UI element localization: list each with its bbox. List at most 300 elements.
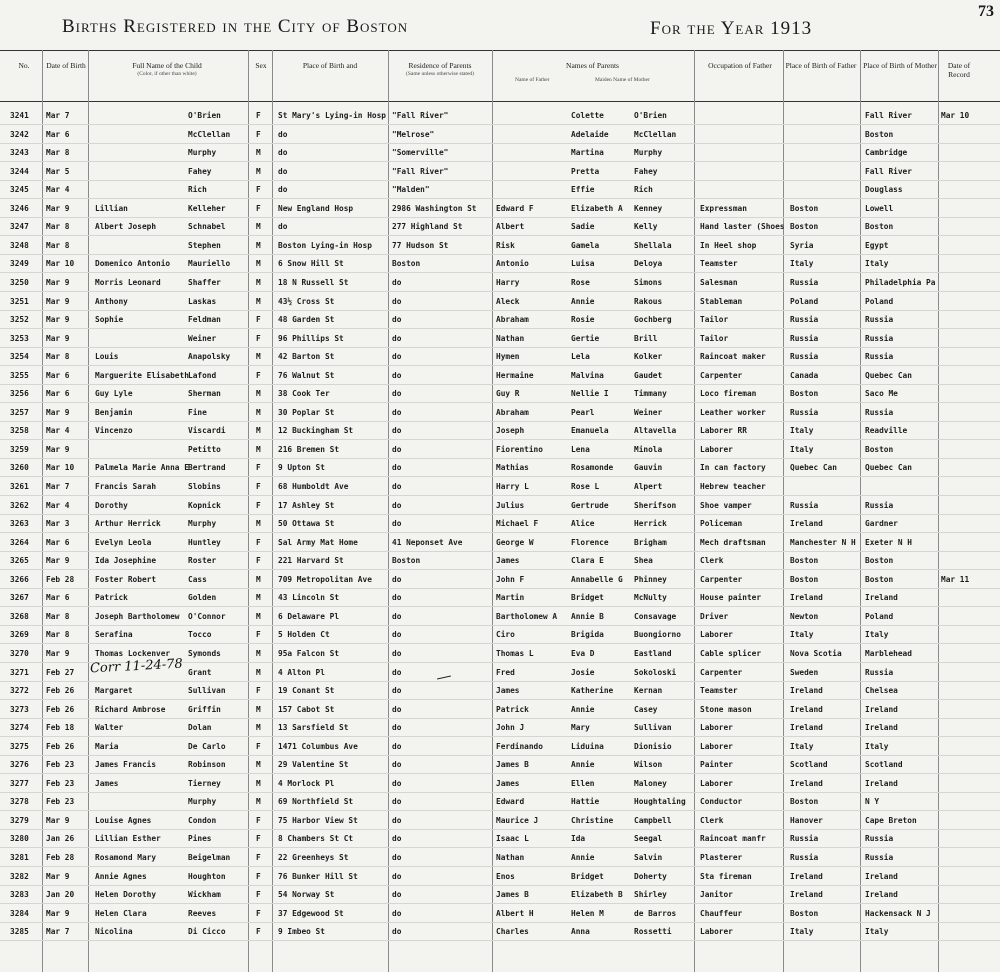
col-record: Date of Record xyxy=(947,61,971,79)
parents-residence: "Fall River" xyxy=(392,111,449,120)
row-rule xyxy=(0,885,1000,886)
father-name: John F xyxy=(496,574,525,584)
child-surname: Rich xyxy=(188,185,207,195)
mother-given-name: Rosamonde xyxy=(571,463,614,473)
mother-maiden-name: Sullivan xyxy=(634,723,672,733)
father-occupation: Cable splicer xyxy=(700,648,762,658)
birth-date: Mar 6 xyxy=(46,129,70,139)
parents-residence: do xyxy=(392,482,402,491)
child-sex: M xyxy=(256,648,261,658)
col-residence-label: Residence of Parents xyxy=(408,61,472,70)
place-of-birth: 68 Humboldt Ave xyxy=(278,482,349,491)
child-given-name: Marguerite Elisabeth xyxy=(95,370,189,380)
child-surname: Grant xyxy=(188,667,212,677)
father-name: James B xyxy=(496,760,529,770)
child-given-name: Guy Lyle xyxy=(95,389,133,399)
row-rule xyxy=(0,681,1000,682)
child-given-name: Palmela Marie Anna E xyxy=(95,463,189,473)
mother-maiden-name: Minola xyxy=(634,444,663,454)
father-birthplace: Boston xyxy=(790,556,819,566)
child-sex: F xyxy=(256,871,261,881)
birth-date: Mar 6 xyxy=(46,389,70,399)
place-of-birth: 43 Lincoln St xyxy=(278,593,340,603)
child-surname: Golden xyxy=(188,593,217,603)
mother-maiden-name: McClellan xyxy=(634,129,677,139)
birth-date: Mar 6 xyxy=(46,537,70,547)
row-number: 3248 xyxy=(10,240,29,250)
mother-maiden-name: Salvin xyxy=(634,853,663,862)
child-sex: F xyxy=(256,315,261,325)
child-surname: Murphy xyxy=(188,519,217,529)
mother-birthplace: Russia xyxy=(865,407,894,417)
child-given-name: Joseph Bartholomew xyxy=(95,611,180,621)
column-header-row xyxy=(0,50,1000,102)
place-of-birth: 8 Chambers St Ct xyxy=(278,834,354,844)
mother-given-name: Gertie xyxy=(571,333,600,343)
row-number: 3263 xyxy=(10,519,29,529)
father-birthplace: Ireland xyxy=(790,871,823,881)
row-number: 3262 xyxy=(10,500,29,510)
mother-given-name: Christine xyxy=(571,815,614,825)
father-name: Michael F xyxy=(496,519,539,529)
child-surname: Lafond xyxy=(188,370,217,380)
mother-maiden-name: Wilson xyxy=(634,760,663,770)
mother-birthplace: Gardner xyxy=(865,519,898,529)
father-birthplace: Ireland xyxy=(790,890,823,900)
child-surname: Mauriello xyxy=(188,259,231,269)
parents-residence: Boston xyxy=(392,556,421,566)
child-given-name: Serafina xyxy=(95,630,133,640)
birth-date: Feb 26 xyxy=(46,686,75,696)
father-name: James xyxy=(496,686,520,696)
child-sex: M xyxy=(256,296,261,306)
father-birthplace: Russia xyxy=(790,407,819,417)
child-surname: Feldman xyxy=(188,315,221,325)
father-name: John J xyxy=(496,723,525,733)
place-of-birth: 6 Snow Hill St xyxy=(278,259,344,269)
child-sex: F xyxy=(256,333,261,343)
father-birthplace: Italy xyxy=(790,630,814,640)
mother-given-name: Gertrude xyxy=(571,500,609,510)
row-number: 3280 xyxy=(10,834,29,844)
child-sex: M xyxy=(256,426,261,436)
row-rule xyxy=(0,736,1000,737)
row-rule xyxy=(0,328,1000,329)
child-sex: M xyxy=(256,574,261,584)
birth-date: Mar 9 xyxy=(46,871,70,881)
father-name: Nathan xyxy=(496,333,525,343)
mother-maiden-name: Brill xyxy=(634,333,658,343)
row-number: 3252 xyxy=(10,315,29,325)
father-birthplace: Sweden xyxy=(790,667,819,677)
child-sex: M xyxy=(256,148,261,158)
father-name: Hermaine xyxy=(496,370,534,380)
father-birthplace: Boston xyxy=(790,203,819,213)
place-of-birth: New England Hosp xyxy=(278,203,354,213)
row-number: 3246 xyxy=(10,203,29,213)
child-surname: Fahey xyxy=(188,166,212,176)
birth-date: Mar 8 xyxy=(46,240,70,250)
col-parents-label: Names of Parents xyxy=(566,61,619,70)
mother-birthplace: Boston xyxy=(865,556,894,566)
place-of-birth: 9 Imbeo St xyxy=(278,927,325,937)
row-rule xyxy=(0,551,1000,552)
father-occupation: In can factory xyxy=(700,463,766,473)
parents-residence: do xyxy=(392,519,402,529)
father-birthplace: Canada xyxy=(790,370,819,380)
father-name: Martin xyxy=(496,593,525,603)
row-rule xyxy=(0,143,1000,144)
mother-given-name: Mary xyxy=(571,723,590,733)
record-date: Mar 11 xyxy=(941,574,970,584)
mother-given-name: Luisa xyxy=(571,259,595,269)
child-given-name: James Francis xyxy=(95,760,157,770)
father-name: James B xyxy=(496,890,529,900)
parents-residence: do xyxy=(392,686,402,696)
place-of-birth: do xyxy=(278,222,288,232)
place-of-birth: 96 Phillips St xyxy=(278,333,344,343)
parents-residence: do xyxy=(392,667,402,677)
col-name-note: (Color, if other than white) xyxy=(137,71,197,77)
parents-residence: 77 Hudson St xyxy=(392,240,449,250)
row-number: 3266 xyxy=(10,574,29,584)
father-name: Charles xyxy=(496,927,529,937)
child-surname: Beigelman xyxy=(188,853,231,862)
father-birthplace: Italy xyxy=(790,444,814,454)
mother-maiden-name: Gochberg xyxy=(634,315,672,325)
row-number: 3284 xyxy=(10,908,29,918)
mother-maiden-name: Gaudet xyxy=(634,370,663,380)
row-rule xyxy=(0,198,1000,199)
father-name: Enos xyxy=(496,871,515,881)
row-rule xyxy=(0,254,1000,255)
child-given-name: Morris Leonard xyxy=(95,277,161,287)
mother-maiden-name: Consavage xyxy=(634,611,677,621)
place-of-birth: 76 Bunker Hill St xyxy=(278,871,358,881)
child-surname: Stephen xyxy=(188,240,221,250)
father-occupation: Stone mason xyxy=(700,704,752,714)
child-sex: M xyxy=(256,277,261,287)
row-number: 3271 xyxy=(10,667,29,677)
child-sex: F xyxy=(256,908,261,918)
place-of-birth: 6 Delaware Pl xyxy=(278,611,340,621)
father-birthplace: Russia xyxy=(790,333,819,343)
father-birthplace: Nova Scotia xyxy=(790,648,842,658)
row-number: 3257 xyxy=(10,407,29,417)
father-occupation: Hand laster (Shoes xyxy=(700,222,785,232)
mother-birthplace: Quebec Can xyxy=(865,370,912,380)
mother-birthplace: Italy xyxy=(865,927,889,937)
mother-given-name: Rose L xyxy=(571,482,600,491)
mother-birthplace: Italy xyxy=(865,259,889,269)
father-name: Patrick xyxy=(496,704,529,714)
mother-birthplace: Ireland xyxy=(865,723,898,733)
birth-date: Mar 7 xyxy=(46,111,70,120)
mother-maiden-name: Rakous xyxy=(634,296,663,306)
child-surname: Schnabel xyxy=(188,222,226,232)
father-birthplace: Ireland xyxy=(790,686,823,696)
child-sex: F xyxy=(256,686,261,696)
father-birthplace: Scotland xyxy=(790,760,828,770)
parents-residence: do xyxy=(392,611,402,621)
parents-residence: do xyxy=(392,500,402,510)
row-rule xyxy=(0,476,1000,477)
child-given-name: Vincenzo xyxy=(95,426,133,436)
mother-birthplace: Boston xyxy=(865,574,894,584)
child-surname: Huntley xyxy=(188,537,221,547)
father-occupation: Chauffeur xyxy=(700,908,743,918)
child-sex: F xyxy=(256,463,261,473)
place-of-birth: 19 Conant St xyxy=(278,686,335,696)
parents-residence: "Malden" xyxy=(392,185,430,195)
father-name: Edward F xyxy=(496,203,534,213)
mother-maiden-name: Simons xyxy=(634,277,663,287)
place-of-birth: do xyxy=(278,166,288,176)
row-number: 3285 xyxy=(10,927,29,937)
birth-date: Mar 8 xyxy=(46,611,70,621)
birth-date: Mar 7 xyxy=(46,482,70,491)
father-name: Fred xyxy=(496,667,515,677)
mother-birthplace: Russia xyxy=(865,834,894,844)
mother-given-name: Elizabeth A xyxy=(571,203,623,213)
child-given-name: Annie Agnes xyxy=(95,871,147,881)
child-sex: M xyxy=(256,611,261,621)
row-rule xyxy=(0,384,1000,385)
row-rule xyxy=(0,291,1000,292)
row-rule xyxy=(0,699,1000,700)
mother-given-name: Bridget xyxy=(571,871,604,881)
child-sex: M xyxy=(256,593,261,603)
parents-residence: do xyxy=(392,426,402,436)
child-sex: F xyxy=(256,630,261,640)
row-number: 3256 xyxy=(10,389,29,399)
father-occupation: Laborer xyxy=(700,723,733,733)
child-sex: F xyxy=(256,537,261,547)
row-rule xyxy=(0,235,1000,236)
child-sex: M xyxy=(256,444,261,454)
row-rule xyxy=(0,310,1000,311)
row-rule xyxy=(0,625,1000,626)
child-sex: F xyxy=(256,927,261,937)
mother-birthplace: Quebec Can xyxy=(865,463,912,473)
child-sex: M xyxy=(256,407,261,417)
father-birthplace: Russia xyxy=(790,277,819,287)
row-number: 3281 xyxy=(10,853,29,862)
child-sex: F xyxy=(256,890,261,900)
mother-given-name: Florence xyxy=(571,537,609,547)
mother-maiden-name: McNulty xyxy=(634,593,667,603)
mother-maiden-name: Kernan xyxy=(634,686,663,696)
father-occupation: Tailor xyxy=(700,315,729,325)
mother-birthplace: Russia xyxy=(865,315,894,325)
mother-maiden-name: Campbell xyxy=(634,815,672,825)
child-surname: Weiner xyxy=(188,333,217,343)
place-of-birth: 30 Poplar St xyxy=(278,407,335,417)
mother-birthplace: Hackensack N J xyxy=(865,908,931,918)
child-surname: Slobins xyxy=(188,482,221,491)
parents-residence: do xyxy=(392,352,402,362)
child-given-name: Rosamond Mary xyxy=(95,853,157,862)
col-parents xyxy=(495,51,690,101)
birth-date: Feb 23 xyxy=(46,797,75,807)
mother-birthplace: Scotland xyxy=(865,760,903,770)
father-name: Aleck xyxy=(496,296,520,306)
mother-given-name: Bridget xyxy=(571,593,604,603)
child-given-name: Arthur Herrick xyxy=(95,519,161,529)
mother-given-name: Hattie xyxy=(571,797,600,807)
row-number: 3275 xyxy=(10,741,29,751)
row-rule xyxy=(0,847,1000,848)
col-name-label: Full Name of the Child xyxy=(132,61,202,70)
father-birthplace: Hanover xyxy=(790,815,823,825)
record-date: Mar 10 xyxy=(941,111,970,120)
mother-given-name: Eva D xyxy=(571,648,595,658)
child-surname: Murphy xyxy=(188,148,217,158)
row-rule xyxy=(0,458,1000,459)
child-sex: F xyxy=(256,834,261,844)
father-name: Guy R xyxy=(496,389,520,399)
father-name: Harry xyxy=(496,277,520,287)
father-birthplace: Russia xyxy=(790,352,819,362)
birth-date: Mar 3 xyxy=(46,519,70,529)
birth-date: Mar 4 xyxy=(46,185,70,195)
child-surname: Griffin xyxy=(188,704,221,714)
row-rule xyxy=(0,532,1000,533)
father-name: Bartholomew A xyxy=(496,611,558,621)
father-birthplace: Manchester N H xyxy=(790,537,856,547)
row-rule xyxy=(0,829,1000,830)
mother-birthplace: Ireland xyxy=(865,778,898,788)
father-birthplace: Italy xyxy=(790,741,814,751)
parents-residence: do xyxy=(392,333,402,343)
mother-birthplace: Poland xyxy=(865,296,894,306)
col-birth-father: Place of Birth of Father xyxy=(785,61,857,70)
child-sex: M xyxy=(256,240,261,250)
mother-birthplace: Saco Me xyxy=(865,389,898,399)
place-of-birth: 4 Alton Pl xyxy=(278,667,325,677)
mother-birthplace: Ireland xyxy=(865,871,898,881)
mother-given-name: Annie B xyxy=(571,611,604,621)
birth-date: Feb 23 xyxy=(46,760,75,770)
mother-birthplace: Ireland xyxy=(865,890,898,900)
birth-date: Feb 27 xyxy=(46,667,75,677)
father-occupation: Janitor xyxy=(700,890,733,900)
row-number: 3249 xyxy=(10,259,29,269)
place-of-birth: 43½ Cross St xyxy=(278,296,335,306)
col-residence xyxy=(390,51,490,101)
row-rule xyxy=(0,810,1000,811)
mother-given-name: Gamela xyxy=(571,240,600,250)
mother-maiden-name: Shellala xyxy=(634,240,672,250)
mother-birthplace: Douglass xyxy=(865,185,903,195)
child-sex: M xyxy=(256,797,261,807)
row-number: 3250 xyxy=(10,277,29,287)
row-number: 3264 xyxy=(10,537,29,547)
mother-maiden-name: Eastland xyxy=(634,648,672,658)
mother-given-name: Colette xyxy=(571,111,604,120)
father-occupation: Teamster xyxy=(700,686,738,696)
row-number: 3241 xyxy=(10,111,29,120)
row-rule xyxy=(0,272,1000,273)
father-occupation: Laborer xyxy=(700,741,733,751)
parents-residence: "Melrose" xyxy=(392,129,435,139)
place-of-birth: 95a Falcon St xyxy=(278,648,340,658)
parents-residence: do xyxy=(392,871,402,881)
parents-residence: do xyxy=(392,277,402,287)
parents-residence: Boston xyxy=(392,259,421,269)
row-rule xyxy=(0,643,1000,644)
mother-maiden-name: Timmany xyxy=(634,389,667,399)
mother-maiden-name: Weiner xyxy=(634,407,663,417)
mother-given-name: Annie xyxy=(571,853,595,862)
place-of-birth: 42 Barton St xyxy=(278,352,335,362)
place-of-birth: do xyxy=(278,129,288,139)
child-given-name: Domenico Antonio xyxy=(95,259,171,269)
row-number: 3273 xyxy=(10,704,29,714)
place-of-birth: 37 Edgewood St xyxy=(278,908,344,918)
child-sex: M xyxy=(256,667,261,677)
mother-maiden-name: Shea xyxy=(634,556,653,566)
mother-birthplace: Russia xyxy=(865,853,894,862)
father-birthplace: Italy xyxy=(790,426,814,436)
col-place: Place of Birth and xyxy=(302,61,358,70)
parents-residence: do xyxy=(392,648,402,658)
mother-birthplace: Italy xyxy=(865,630,889,640)
page-number: 73 xyxy=(978,3,994,20)
child-surname: Condon xyxy=(188,815,217,825)
place-of-birth: 216 Bremen St xyxy=(278,444,340,454)
mother-maiden-name: Herrick xyxy=(634,519,667,529)
row-rule xyxy=(0,569,1000,570)
mother-given-name: Annie xyxy=(571,296,595,306)
mother-birthplace: Ireland xyxy=(865,704,898,714)
mother-maiden-name: Houghtaling xyxy=(634,797,686,807)
mother-maiden-name: Altavella xyxy=(634,426,677,436)
father-name: James xyxy=(496,778,520,788)
parents-residence: do xyxy=(392,815,402,825)
row-number: 3282 xyxy=(10,871,29,881)
row-number: 3270 xyxy=(10,648,29,658)
mother-given-name: Pearl xyxy=(571,407,595,417)
birth-date: Mar 9 xyxy=(46,556,70,566)
place-of-birth: 12 Buckingham St xyxy=(278,426,354,436)
place-of-birth: 5 Holden Ct xyxy=(278,630,330,640)
correction-note: Corr 11-24-78 xyxy=(89,656,184,677)
row-number: 3242 xyxy=(10,129,29,139)
father-occupation: Raincoat manfr xyxy=(700,834,766,844)
col-birth-mother: Place of Birth of Mother xyxy=(863,61,937,70)
child-sex: M xyxy=(256,259,261,269)
father-occupation: Laborer xyxy=(700,927,733,937)
parents-residence: do xyxy=(392,890,402,900)
father-birthplace: Poland xyxy=(790,296,819,306)
place-of-birth: 38 Cook Ter xyxy=(278,389,330,399)
child-sex: M xyxy=(256,778,261,788)
father-occupation: Carpenter xyxy=(700,574,743,584)
row-rule xyxy=(0,718,1000,719)
father-name: Abraham xyxy=(496,315,529,325)
child-sex: M xyxy=(256,704,261,714)
father-name: Maurice J xyxy=(496,815,539,825)
father-occupation: Conductor xyxy=(700,797,743,807)
parents-residence: do xyxy=(392,389,402,399)
child-surname: Cass xyxy=(188,574,207,584)
father-birthplace: Ireland xyxy=(790,723,823,733)
child-surname: Sullivan xyxy=(188,686,226,696)
place-of-birth: 221 Harvard St xyxy=(278,556,344,566)
birth-date: Feb 23 xyxy=(46,778,75,788)
row-number: 3272 xyxy=(10,686,29,696)
